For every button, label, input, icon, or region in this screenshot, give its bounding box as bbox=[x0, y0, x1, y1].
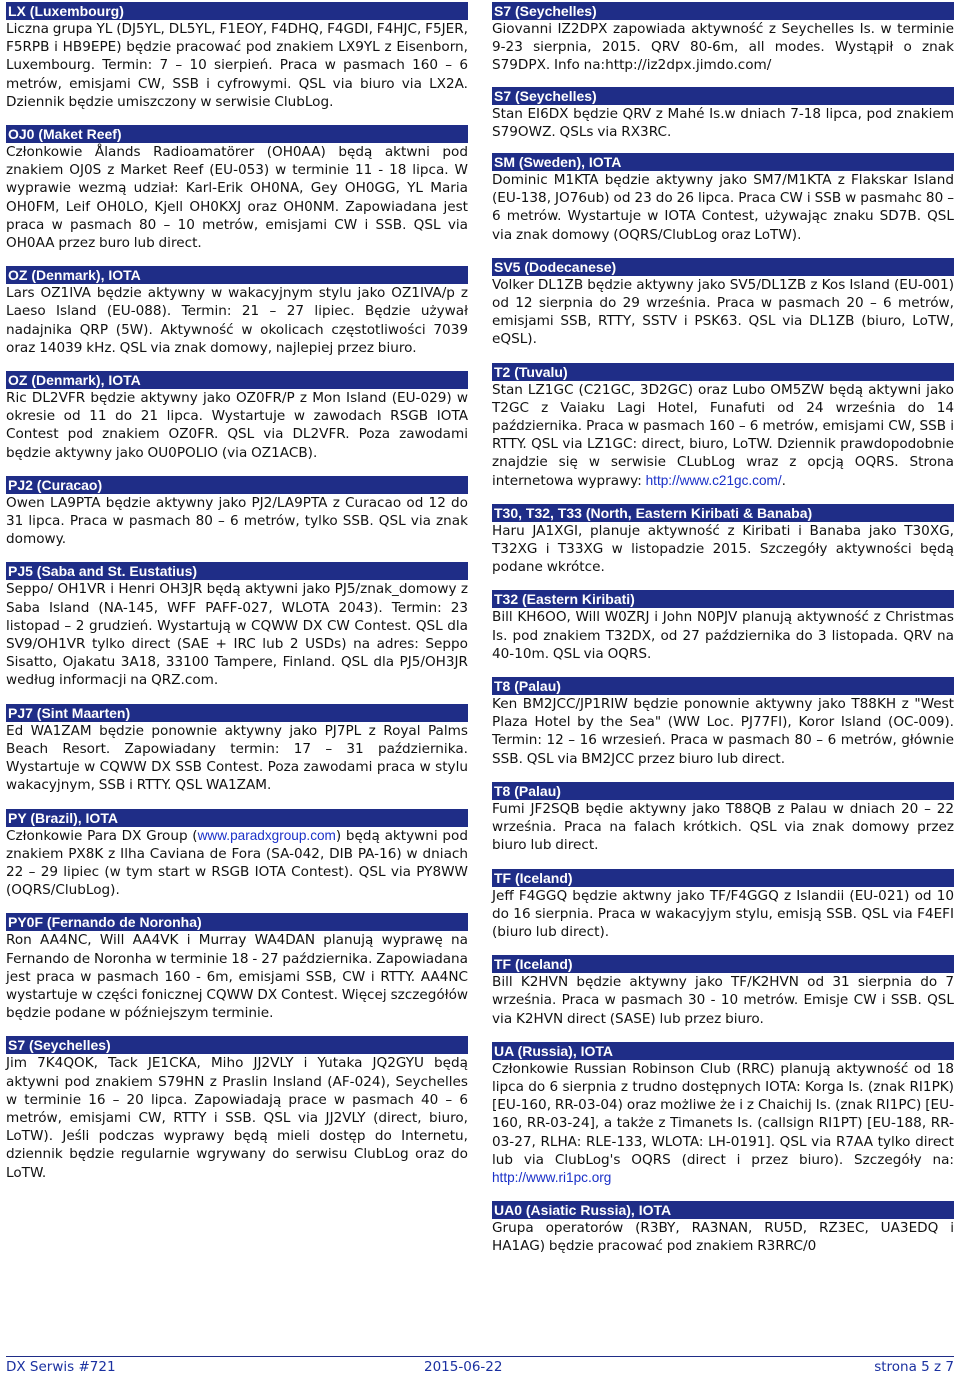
body-text: Członkowie Russian Robinson Club (RRC) planują aktywność od 18 lipca do 6 sierpnia z trudno dostępnych IOTA: Korga Is. (znak RI1PK) [EU-160, RR-03-04) oraz możliwe że i z Chaichij Is. (znak RI1PC) [EU-160, RR-03-24], a także z Timanets Is. (callsign RI1PT) [EU-188, RR-03-27, RLHA: RLE-133, WLOTA: LH-0191]. QSL via R7AA tylko direct lub via ClubLog's OQRS (direct i przez biuro). Szczegóły na: bbox=[492, 1060, 954, 1168]
section-py0f bbox=[6, 913, 468, 1022]
website-link[interactable]: http://www.c21gc.com/ bbox=[645, 472, 782, 488]
section-body: Liczna grupa YL (DJ5YL, DL5YL, F1EOY, F4DHQ, F4GDI, F4HJC, F5JER, F5RPB i HB9EPE) będzie pracować pod znakiem LX9YL z Eisenborn, Luxembourg. Termin: 7 – 10 sierpień. Praca w pasmach 160 – 6 metrów, emisjami CW, SSB i cyfrowymi. QSL via biuro via LX2A. Dziennik będzie umiszczony w serwisie ClubLog. bbox=[6, 21, 468, 110]
section-heading: T2 (Tuvalu) bbox=[492, 363, 954, 381]
section-body bbox=[492, 381, 954, 490]
page-footer bbox=[6, 1356, 954, 1377]
section-body: Jim 7K4QOK, Tack JE1CKA, Miho JJ2VLY i Yutaka JQ2GYU będą aktywni pod znakiem S79HN z Praslin Insland (AF-024), Seychelles w terminie 16 – 20 lipca. Zapowiadają prace w pasmach 40 – 6 metrów, emisjami CW, RTTY i SSB. QSL via JJ2VLY (direct, biuro, LoTW). Jeśli podczas wyprawy będą mieli dostęp do Internetu, dziennik będzie regularnie wgrywany do serwisu ClubLog oraz do LoTW. bbox=[6, 1055, 468, 1181]
section-body: Bill K2HVN będzie aktywny jako TF/K2HVN od 31 sierpnia do 7 września. Praca w pasmach 30 - 10 metrów. Emisje CW i SSB. QSL via K2HVN direct (SASE) lub przez biuro. bbox=[492, 974, 954, 1027]
section-heading: UA0 (Asiatic Russia), IOTA bbox=[492, 1201, 954, 1219]
section-body: Fumi JF2SQB będie aktywny jako T88QB z Palau w dniach 20 – 22 września. Praca na falach krótkich. QSL via znak domowy przez biuro lub direct. bbox=[492, 800, 954, 854]
right-column bbox=[492, 2, 954, 1270]
section-heading: OZ (Denmark), IOTA bbox=[6, 266, 468, 284]
section-heading: OZ (Denmark), IOTA bbox=[6, 371, 468, 389]
section-body: Grupa operatorów (R3BY, RA3NAN, RU5D, RZ3EC, UA3EDQ i HA1AG) będzie pracować pod znakiem R3RRC/0 bbox=[492, 1220, 954, 1255]
section-s7-2 bbox=[492, 87, 954, 141]
section-heading: PY0F (Fernando de Noronha) bbox=[6, 913, 468, 931]
section-body: Jeff F4GGQ będzie aktwny jako TF/F4GGQ z Islandii (EU-021) od 10 do 16 sierpnia. Praca w wakacyjym stylu, emisją SSB. QSL via F4EFI (biuro lub direct). bbox=[492, 887, 954, 940]
section-s7-1 bbox=[492, 2, 954, 75]
section-body: Lars OZ1IVA będzie aktywny w wakacyjnym stylu jako OZ1IVA/p z Laeso Island (EU-088). Termin: 21 – 27 lipiec. Będzie używał nadajnika QRP (5W). Aktywność w okolicach częstotliwości 7039 oraz 14039 kHz. QSL via znak domowy, najlepiej przez biuro. bbox=[6, 285, 468, 356]
website-link[interactable]: www.paradxgroup.com bbox=[197, 827, 336, 843]
section-heading: PJ5 (Saba and St. Eustatius) bbox=[6, 562, 468, 580]
section-body bbox=[6, 827, 468, 900]
section-heading: SM (Sweden), IOTA bbox=[492, 153, 954, 171]
section-py bbox=[6, 809, 468, 900]
body-text: Członkowie Para DX Group ( bbox=[6, 827, 198, 844]
section-heading: PJ2 (Curacao) bbox=[6, 476, 468, 494]
section-body: Owen LA9PTA będzie aktywny jako PJ2/LA9PTA z Curacao od 12 do 31 lipca. Praca w pasmach 80 – 6 metrów, tylko SSB. QSL via znak domowy. bbox=[6, 494, 468, 548]
section-sm bbox=[492, 153, 954, 244]
footer-page-number: strona 5 z 7 bbox=[874, 1359, 954, 1375]
section-body: Volker DL1ZB będzie aktywny jako SV5/DL1ZB z Kos Island (EU-001) od 12 sierpnia do 29 września. Praca w pasmach 20 – 6 metrów, emisjami SSB, RTTY, SSTV i PSK63. QSL via DL1ZB (biuro, LoTW, eQSL). bbox=[492, 276, 954, 348]
section-body: Bill KH6OO, Will W0ZRJ i John N0PJV planują aktywność z Christmas Is. pod znakiem T32DX, od 27 października do 3 listopada. QRV na 40-10m. QSL via OQRS. bbox=[492, 609, 954, 662]
footer-date: 2015-06-22 bbox=[424, 1359, 503, 1375]
section-body: Haru JA1XGI, planuje aktywność z Kiribati i Banaba jako T30XG, T32XG i T33XG w listopadzie 2015. Szczegóły aktywności będą podane wkrótce. bbox=[492, 522, 954, 576]
body-text: ) będą aktywni pod znakiem PX8K z Ilha Caviana de Fora (SA-042, DIB PA-16) w dniach 22 – 29 lipiec (w tym start w RSGB IOTA Contest). QSL via PY8WW (OQRS/ClubLog). bbox=[6, 827, 468, 899]
section-heading: T8 (Palau) bbox=[492, 782, 954, 800]
section-heading: TF (Iceland) bbox=[492, 955, 954, 973]
section-pj2 bbox=[6, 476, 468, 549]
section-lx bbox=[6, 2, 468, 111]
section-tf-2 bbox=[492, 955, 954, 1028]
section-ua0 bbox=[492, 1201, 954, 1255]
section-pj5 bbox=[6, 562, 468, 689]
section-t8-1 bbox=[492, 677, 954, 768]
footer-issue: DX Serwis #721 bbox=[6, 1359, 116, 1375]
section-heading: T32 (Eastern Kiribati) bbox=[492, 590, 954, 608]
section-t8-2 bbox=[492, 782, 954, 855]
section-oj0 bbox=[6, 125, 468, 252]
body-text: . bbox=[781, 472, 786, 489]
section-body bbox=[492, 1060, 954, 1187]
section-heading: UA (Russia), IOTA bbox=[492, 1042, 954, 1060]
section-t2 bbox=[492, 363, 954, 490]
section-heading: T30, T32, T33 (North, Eastern Kiribati & Banaba) bbox=[492, 504, 954, 522]
section-heading: S7 (Seychelles) bbox=[492, 87, 954, 105]
section-t32 bbox=[492, 590, 954, 663]
body-text: Stan LZ1GC (C21GC, 3D2GC) oraz Lubo OM5ZW będą aktywni jako T2GC z Vaiaku Lagi Hotel, Funafuti od 24 września do 14 października. Praca w pasmach 160 – 6 metrów, emisjami CW, SSB i RTTY. QSL via LZ1GC: direct, biuro, LoTW. Dziennik prawdopodobnie znajdzie się w serwisie CLubLog wraz z opcją OQRS. Strona internetowa wyprawy: bbox=[492, 381, 954, 489]
section-s7-left bbox=[6, 1036, 468, 1181]
section-body: Stan EI6DX będzie QRV z Mahé Is.w dniach 7-18 lipca, pod znakiem S79OWZ. QSLs via RX3RC. bbox=[492, 105, 954, 140]
section-body: Giovanni IZ2DPX zapowiada aktywność z Seychelles Is. w terminie 9-23 sierpnia, 2015. QRV 80-6m, all modes. Wystąpił o znak S79DPX. Info na:http://iz2dpx.jimdo.com/ bbox=[492, 21, 954, 74]
section-heading: T8 (Palau) bbox=[492, 677, 954, 695]
section-sv5 bbox=[492, 258, 954, 349]
section-ua bbox=[492, 1042, 954, 1187]
section-heading: TF (Iceland) bbox=[492, 869, 954, 887]
section-oz-1 bbox=[6, 266, 468, 357]
section-pj7 bbox=[6, 704, 468, 795]
section-oz-2 bbox=[6, 371, 468, 462]
section-heading: LX (Luxembourg) bbox=[6, 2, 468, 20]
section-body: Ron AA4NC, Will AA4VK i Murray WA4DAN planują wyprawę na Fernando de Noronha w terminie 18 - 27 października. Zapowiadana jest praca w pasmach 160 - 6m, emisjami SSB, CW i RTTY. AA4NC wystartuje w części fonicznej CQWW DX Contest. Więcej szczegółów będzie podane w późniejszym terminie. bbox=[6, 932, 468, 1022]
section-heading: SV5 (Dodecanese) bbox=[492, 258, 954, 276]
section-tf-1 bbox=[492, 869, 954, 942]
section-body: Ed WA1ZAM będzie ponownie aktywny jako PJ7PL z Royal Palms Beach Resort. Zapowiadany termin: 17 – 31 października. Wystartuje w CQWW DX SSB Contest. Poza zawodami praca w stylu wakacyjnym, SSB i RTTY. QSL WA1ZAM. bbox=[6, 722, 468, 794]
section-body: Seppo/ OH1VR i Henri OH3JR będą aktywni jako PJ5/znak_domowy z Saba Island (NA-145, WFF PAFF-027, WLOTA 2043). Termin: 23 listopad – 2 grudzień. Wystartują w CQWW DX CW Contest. QSL dla SV9/OH1VR tylko direct (SAE + IRC lub 2 USDs) na adres: Seppo Sisatto, Ojakatu 3A18, 33100 Tampere, Finland. QSL dla PJ5/OH3JR według informacji na QRZ.com. bbox=[6, 581, 468, 689]
section-body: Ken BM2JCC/JP1RIW będzie ponownie aktywny jako T88KH z "West Plaza Hotel by the Sea" (WW Loc. PJ77FI), Koror Island (OC-009). Termin: 12 – 16 wrzesień. Praca w pasmach 80 – 6 metrów, głównie SSB. QSL via BM2JCC przez biuro lub direct. bbox=[492, 696, 954, 767]
section-body: Członkowie Ålands Radioamatörer (OH0AA) będą aktwni pod znakiem OJ0S z Market Reef (EU-053) w terminie 11 - 18 lipca. W wyprawie wezmą udział: Karl-Erik OH0NA, Gey OH0GG, YL Maria OH0FM, Leif OH0LO, Kjell OH0KXJ oraz OH0NM. Zapowiadana jest praca w pasmach 80 – 10 metrów, emisjami CW i SSB. QSL via OH0AA przez buro lub direct. bbox=[6, 144, 468, 252]
section-heading: PJ7 (Sint Maarten) bbox=[6, 704, 468, 722]
section-body: Ric DL2VFR będzie aktywny jako OZ0FR/P z Mon Island (EU-029) w okresie od 11 do 21 lipca. Wystartuje w zawodach RSGB IOTA Contest pod znakiem OZ0FR. QSL via DL2VFR. Poza zawodami będzie aktywny jako OU0POLIO (via OZ1ACB). bbox=[6, 390, 468, 461]
section-t30 bbox=[492, 504, 954, 577]
website-link[interactable]: http://www.ri1pc.org bbox=[492, 1169, 612, 1185]
section-heading: S7 (Seychelles) bbox=[492, 2, 954, 20]
section-body: Dominic M1KTA będzie aktywny jako SM7/M1KTA z Flakskar Island (EU-138, JO76ub) od 23 do 26 lipca. Praca CW i SSB w pasmahc 80 – 6 metrów. Wystartuje w IOTA Contest, używając znaku SD7B. QSL via znak domowy (OQRS/ClubLog oraz LoTW). bbox=[492, 172, 954, 243]
section-heading: S7 (Seychelles) bbox=[6, 1036, 468, 1054]
left-column bbox=[6, 2, 468, 1196]
section-heading: PY (Brazil), IOTA bbox=[6, 809, 468, 827]
section-heading: OJ0 (Maket Reef) bbox=[6, 125, 468, 143]
